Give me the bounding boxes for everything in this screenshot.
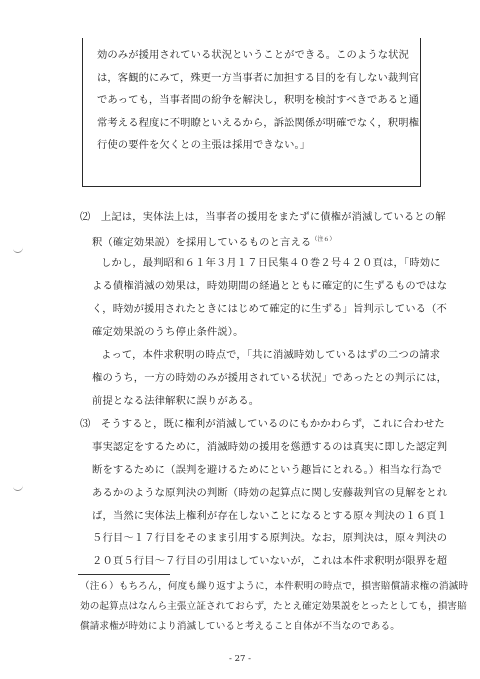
paragraph-2-line: よって，本件求釈明の時点で，「共に消滅時効しているはずの二つの請求 [101, 349, 441, 361]
paragraph-3-line: あるかのような原判決の判断（時効の起算点に関し安藤裁判官の見解をとれ [92, 487, 448, 499]
paragraph-2-line: ⑵ 上記は，実体法上は，当事者の援用をまたずに債権が消滅しているとの解 [80, 211, 446, 223]
paragraph-3-line: ２０頁５行目～７行目の引用はしていないが，これは本件求釈明が限界を超 [92, 555, 448, 567]
paragraph-2-line [92, 233, 335, 249]
quote-line: であっても，当事者間の紛争を解決し，釈明を検討すべきであると通 [97, 94, 419, 107]
paragraph-2-line: よる債権消滅の効果は，時効期間の経過とともに確定的に生ずるものではな [92, 280, 448, 292]
page-number: - 27 - [229, 654, 251, 664]
margin-mark [13, 245, 24, 253]
paragraph-2-line: 権のうち，一方の時効のみが援用されている状況」であったとの判示には， [92, 372, 448, 384]
footnote-separator [78, 574, 170, 575]
paragraph-3-line: ⑶ そうすると，既に権利が消滅しているのにもかかわらず，これに合わせた [80, 418, 445, 430]
paragraph-2-line: く，時効が援用されたときにはじめて確定的に生ずる」旨判示している（不 [92, 303, 447, 315]
paragraph-2-line-text: 釈（確定効果説）を採用しているものと言える [92, 236, 312, 249]
footnote-line: （注６）もちろん，何度も繰り返すように，本件釈明の時点で，損害賠償請求権の消滅時 [80, 581, 469, 592]
quoted-passage-box [82, 38, 421, 187]
footnote-reference: （注６） [311, 236, 336, 243]
paragraph-3-line: 事実認定をするために，消滅時効の援用を慫慂するのは真実に即した認定判 [92, 441, 448, 453]
quote-line: 常考える程度に不明瞭といえるから，訴訟関係が明確でなく，釈明権 [97, 116, 420, 129]
footnote-line: 効の起算点はなんら主張立証されておらず，たとえ確定効果説をとったとしても，損害賠 [80, 601, 467, 612]
quote-line: 効のみが援用されている状況ということができる。このような状況 [97, 49, 409, 61]
quote-line: は，客観的にみて，殊更一方当事者に加担する目的を有しない裁判官 [97, 71, 420, 84]
paragraph-2-line: しかし，最判昭和６１年３月１７日民集４０巻２号４２０頁は，「時効に [101, 257, 441, 269]
quote-line: 行使の要件を欠くとの主張は採用できない。」 [97, 139, 311, 152]
paragraph-3-line: ば，当然に実体法上権利が存在しないことになるとする原々判決の１６頁１ [92, 510, 448, 522]
paragraph-3-line: ５行目～１７行目をそのまま引用する原判決。なお，原判決は，原々判決の [92, 532, 448, 544]
paragraph-3-line: 断をするために（誤判を避けるためにという趣旨にとれる。）相当な行為で [92, 464, 443, 476]
paragraph-2-line: 確定効果説のうち停止条件説）。 [92, 326, 244, 338]
footnote-line: 償請求権が時効により消滅していると考えること自体が不当なのである。 [80, 621, 400, 632]
margin-mark [13, 483, 24, 491]
paragraph-2-line: 前提となる法律解釈に誤りがある。 [92, 395, 260, 407]
